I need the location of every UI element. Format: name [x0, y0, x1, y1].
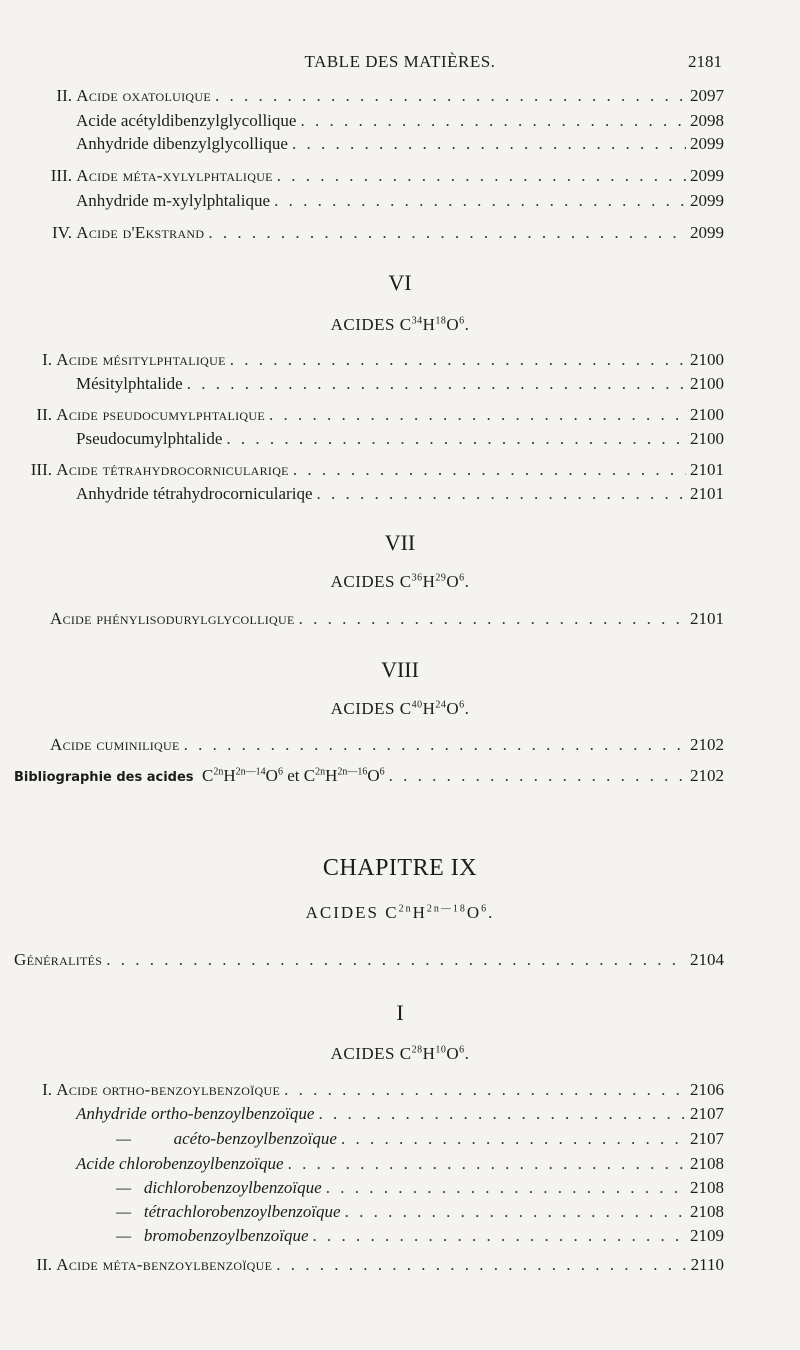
entry-title: Acide tétrahydrocorniculariqe — [56, 460, 289, 479]
leader-dots — [230, 350, 686, 370]
chapter-title: CHAPITRE IX — [322, 855, 478, 881]
leader-dots — [299, 609, 686, 629]
entry-page: 2109 — [690, 1226, 724, 1245]
toc-entry[interactable] — [26, 1080, 724, 1100]
entry-title: — bromobenzoylbenzoïque — [116, 1226, 309, 1245]
entry-title: Acide méta-xylylphtalique — [76, 166, 273, 185]
entry-page: 2110 — [690, 1255, 724, 1274]
entry-page: 2097 — [690, 86, 724, 105]
toc-entry[interactable] — [76, 374, 724, 394]
leader-dots — [106, 950, 686, 970]
formula-a: $C^{2n}H^{2n—14}O^6$ — [202, 766, 283, 785]
chapter-formula: ACIDES $C^{2n}H^{2n—18}O^6$. — [305, 903, 495, 922]
toc-entry[interactable] — [76, 1154, 724, 1174]
entry-title: Acide oxatoluique — [76, 86, 211, 105]
entry-number: IV. — [52, 223, 72, 242]
toc-entry[interactable] — [14, 950, 724, 970]
toc-entry[interactable] — [26, 223, 724, 243]
entry-page: 2101 — [690, 609, 724, 628]
entry-page: 2100 — [690, 350, 724, 369]
toc-entry[interactable] — [26, 166, 724, 186]
entry-page: 2106 — [690, 1080, 724, 1099]
entry-title: Acide mésitylphtalique — [56, 350, 226, 369]
toc-entry[interactable] — [76, 484, 724, 504]
entry-title: — tétrachlorobenzoylbenzoïque — [116, 1202, 341, 1221]
leader-dots — [341, 1129, 686, 1149]
entry-page: 2102 — [690, 735, 724, 754]
section-number: VII — [384, 530, 416, 555]
entry-page: 2099 — [690, 191, 724, 210]
toc-entry[interactable] — [116, 1226, 724, 1246]
entry-page: 2100 — [690, 405, 724, 424]
running-header-page: 2181 — [688, 52, 722, 71]
entry-title: Anhydride ortho-benzoylbenzoïque — [76, 1104, 315, 1123]
entry-title: Généralités — [14, 950, 103, 969]
entry-page: 2099 — [690, 166, 724, 185]
leader-dots — [184, 735, 686, 755]
entry-page: 2101 — [690, 460, 724, 479]
toc-entry[interactable] — [26, 405, 724, 425]
section-formula: ACIDES $C^{28}H^{10}O^6$. — [330, 1044, 470, 1063]
entry-title: — acéto-benzoylbenzoïque — [116, 1129, 337, 1148]
entry-page: 2107 — [690, 1129, 724, 1148]
entry-title: Pseudocumylphtalide — [76, 429, 223, 448]
entry-title: Acide phénylisodurylglycollique — [50, 609, 295, 628]
leader-dots — [317, 484, 687, 504]
leader-dots — [318, 1104, 686, 1124]
entry-number: III. — [30, 460, 52, 479]
toc-entry[interactable] — [26, 86, 724, 106]
running-header-title: TABLE DES MATIÈRES. — [304, 52, 496, 71]
entry-number: II. — [36, 1255, 52, 1274]
toc-entry[interactable] — [26, 460, 724, 480]
leader-dots — [389, 766, 686, 786]
leader-dots — [292, 134, 686, 154]
toc-entry[interactable] — [26, 1255, 724, 1275]
toc-entry[interactable] — [26, 350, 724, 370]
toc-entry[interactable] — [50, 735, 724, 755]
entry-title: Acide cuminilique — [50, 735, 180, 754]
section-formula: ACIDES $C^{40}H^{24}O^6$. — [330, 699, 470, 718]
leader-dots — [274, 191, 686, 211]
toc-entry[interactable] — [116, 1129, 724, 1149]
entry-page: 2102 — [690, 766, 724, 785]
entry-title: Acide d'Ekstrand — [76, 223, 205, 242]
entry-title: Anhydride dibenzylglycollique — [76, 134, 288, 153]
section-number: I — [396, 1000, 404, 1025]
leader-dots — [284, 1080, 686, 1100]
entry-title: Acide acétyldibenzylglycollique — [76, 111, 297, 130]
toc-entry[interactable] — [76, 134, 724, 154]
entry-number: I. — [42, 1080, 52, 1099]
leader-dots — [276, 1255, 686, 1275]
section-number: VIII — [381, 657, 419, 682]
entry-title: Anhydride tétrahydrocorniculariqe — [76, 484, 313, 503]
entry-page: 2099 — [690, 134, 724, 153]
toc-entry[interactable] — [76, 191, 724, 211]
entry-title: Acide chlorobenzoylbenzoïque — [76, 1154, 284, 1173]
toc-entry[interactable] — [76, 1104, 724, 1124]
conjunction: et — [287, 766, 300, 785]
leader-dots — [345, 1202, 686, 1222]
entry-title: — dichlorobenzoylbenzoïque — [116, 1178, 322, 1197]
entry-page: 2107 — [690, 1104, 724, 1123]
entry-title: Acide méta-benzoylbenzoïque — [56, 1255, 273, 1274]
toc-entry-bibliography[interactable] — [14, 766, 724, 786]
section-formula: ACIDES $C^{34}H^{18}O^6$. — [330, 315, 470, 334]
section-formula: ACIDES $C^{36}H^{29}O^6$. — [330, 572, 470, 591]
bibliography-label: Bibliographie des acides — [14, 770, 194, 785]
leader-dots — [187, 374, 686, 394]
toc-entry[interactable] — [116, 1202, 724, 1222]
entry-title: Acide pseudocumylphtalique — [56, 405, 265, 424]
leader-dots — [208, 223, 686, 243]
entry-title: Mésitylphtalide — [76, 374, 183, 393]
entry-number: I. — [42, 350, 52, 369]
entry-page: 2098 — [690, 111, 724, 130]
leader-dots — [269, 405, 686, 425]
formula-b: $C^{2n}H^{2n—16}O^6$ — [303, 766, 385, 785]
entry-page: 2100 — [690, 429, 724, 448]
leader-dots — [277, 166, 686, 186]
entry-page: 2108 — [690, 1202, 724, 1221]
leader-dots — [313, 1226, 687, 1246]
leader-dots — [288, 1154, 686, 1174]
leader-dots — [326, 1178, 686, 1198]
entry-page: 2104 — [690, 950, 724, 969]
toc-entry[interactable] — [76, 429, 724, 449]
entry-page: 2101 — [690, 484, 724, 503]
toc-entry[interactable] — [50, 609, 724, 629]
entry-number: II. — [36, 405, 52, 424]
entry-page: 2099 — [690, 223, 724, 242]
entry-page: 2100 — [690, 374, 724, 393]
leader-dots — [300, 111, 686, 131]
entry-page: 2108 — [690, 1178, 724, 1197]
toc-entry[interactable] — [76, 111, 724, 131]
leader-dots — [226, 429, 686, 449]
entry-page: 2108 — [690, 1154, 724, 1173]
entry-title: Anhydride m-xylylphtalique — [76, 191, 271, 210]
section-number: VI — [388, 270, 412, 295]
entry-title: Acide ortho-benzoylbenzoïque — [56, 1080, 281, 1099]
toc-entry[interactable] — [116, 1178, 724, 1198]
leader-dots — [215, 86, 686, 106]
entry-number: III. — [50, 166, 72, 185]
entry-number: II. — [56, 86, 72, 105]
leader-dots — [293, 460, 686, 480]
